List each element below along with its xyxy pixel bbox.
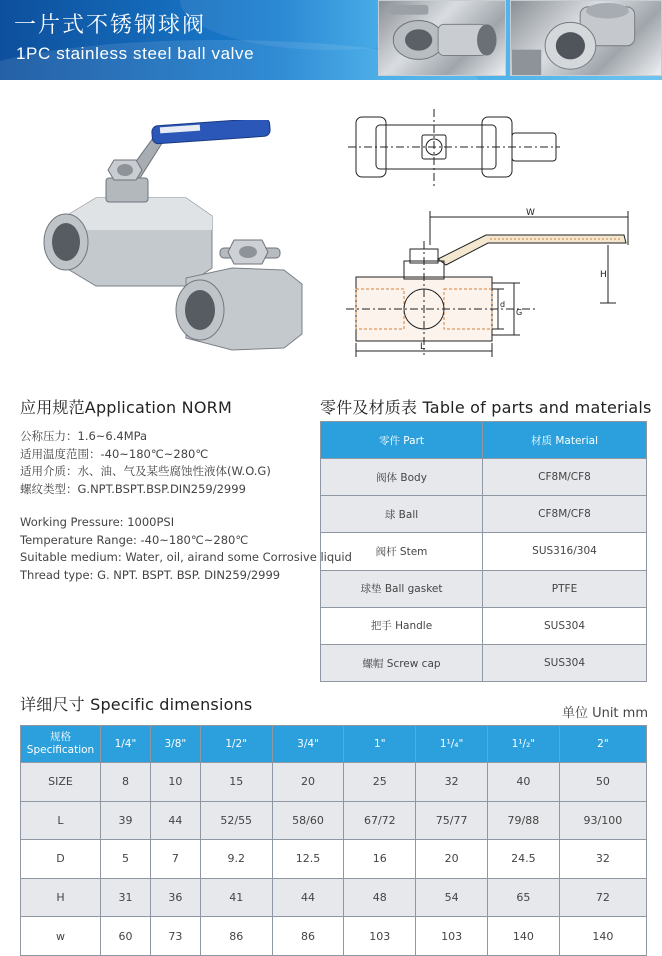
ball-valve-photo-no-handle [172,238,312,358]
dim-label-w: W [526,208,535,218]
table-cell: 36 [150,878,200,917]
dim-label-l: L [420,342,426,352]
part-name: 阀杆 Stem [321,533,483,570]
part-material: CF8M/CF8 [483,459,647,496]
size-header: 1¹/₂" [488,726,560,763]
table-cell: 52/55 [200,801,272,840]
table-cell: 72 [559,878,646,917]
table-cell: 86 [200,917,272,956]
parts-col-material: 材质 Material [483,422,647,459]
table-cell: 73 [150,917,200,956]
part-material: CF8M/CF8 [483,496,647,533]
size-header: 3/4" [272,726,344,763]
spec-header-cn: 规格 [50,731,71,743]
table-cell: 93/100 [559,801,646,840]
banner-photo-valves [378,0,506,76]
parts-col-part: 零件 Part [321,422,483,459]
page-title-cn: 一片式不锈钢球阀 [14,13,207,38]
size-header: 1" [344,726,416,763]
spec-line: Thread type: G. NPT. BSPT. BSP. DIN259/2999 [20,567,281,582]
part-name: 把手 Handle [321,607,483,644]
dimensions-heading: 详细尺寸 Specific dimensions [20,695,253,714]
table-cell: 79/88 [488,801,560,840]
row-label: SIZE [21,763,101,802]
table-cell: 86 [272,917,344,956]
drawing-top-view [346,95,566,195]
table-row [321,533,647,570]
part-material: SUS316/304 [483,533,647,570]
table-cell: 9.2 [200,840,272,879]
unit-label: 单位 Unit mm [561,706,648,721]
table-cell: 40 [488,763,560,802]
part-material: SUS304 [483,644,647,681]
table-cell: 31 [101,878,151,917]
table-cell: 10 [150,763,200,802]
table-cell: 75/77 [416,801,488,840]
application-heading: 应用规范Application NORM [20,398,232,417]
table-cell: 15 [200,763,272,802]
dim-label-h: H [600,270,607,280]
table-cell: 140 [559,917,646,956]
table-cell: 48 [344,878,416,917]
part-material: PTFE [483,570,647,607]
part-name: 球垫 Ball gasket [321,570,483,607]
table-row [321,570,647,607]
size-header: 1¹/₄" [416,726,488,763]
table-cell: 58/60 [272,801,344,840]
table-cell: 32 [559,840,646,879]
table-row [21,917,647,956]
row-label: H [21,878,101,917]
table-cell: 44 [150,801,200,840]
part-material: SUS304 [483,607,647,644]
table-row [321,644,647,681]
row-label: D [21,840,101,879]
spec-line: 适用温度范围：-40~180℃~280℃ [20,446,209,461]
part-name: 螺帽 Screw cap [321,644,483,681]
table-cell: 20 [272,763,344,802]
spec-line: 螺纹类型：G.NPT.BSPT.BSP.DIN259/2999 [20,481,246,496]
spec-line: Suitable medium: Water, oil, airand some Corrosive liquid [20,550,352,564]
part-name: 球 Ball [321,496,483,533]
table-cell: 32 [416,763,488,802]
size-header: 3/8" [150,726,200,763]
table-cell: 16 [344,840,416,879]
spec-header [21,726,101,763]
table-cell: 39 [101,801,151,840]
drawing-side-section [346,205,636,365]
table-cell: 44 [272,878,344,917]
table-row [321,607,647,644]
table-cell: 41 [200,878,272,917]
table-row [21,763,647,802]
part-name: 阀体 Body [321,459,483,496]
application-text [20,428,352,584]
table-cell: 140 [488,917,560,956]
spec-header-en: Specification [26,744,95,756]
table-row [21,840,647,879]
row-label: w [21,917,101,956]
dim-label-g: G [516,308,523,317]
spec-line: Temperature Range: -40~180℃~280℃ [20,532,249,547]
size-header: 1/2" [200,726,272,763]
table-cell: 7 [150,840,200,879]
dimensions-table [20,725,647,956]
banner-photo-elbow [510,0,662,76]
dim-label-d: d [500,300,506,309]
table-cell: 25 [344,763,416,802]
table-cell: 8 [101,763,151,802]
table-cell: 50 [559,763,646,802]
parts-heading: 零件及材质表 Table of parts and materials [320,398,652,417]
parts-table [320,421,647,682]
table-row [321,496,647,533]
table-row [21,801,647,840]
size-header: 2" [559,726,646,763]
spec-line: Working Pressure: 1000PSI [20,515,175,529]
table-cell: 5 [101,840,151,879]
table-cell: 103 [344,917,416,956]
table-cell: 12.5 [272,840,344,879]
size-header: 1/4" [101,726,151,763]
spec-line: 公称压力：1.6~6.4MPa [20,429,148,443]
spec-line: 适用介质：水、油、气及某些腐蚀性液体(W.O.G) [20,464,271,478]
table-cell: 24.5 [488,840,560,879]
table-cell: 60 [101,917,151,956]
page-title-en: 1PC stainless steel ball valve [16,44,255,63]
row-label: L [21,801,101,840]
table-row [21,878,647,917]
table-row [321,459,647,496]
table-cell: 65 [488,878,560,917]
table-cell: 67/72 [344,801,416,840]
table-cell: 103 [416,917,488,956]
table-cell: 20 [416,840,488,879]
table-cell: 54 [416,878,488,917]
